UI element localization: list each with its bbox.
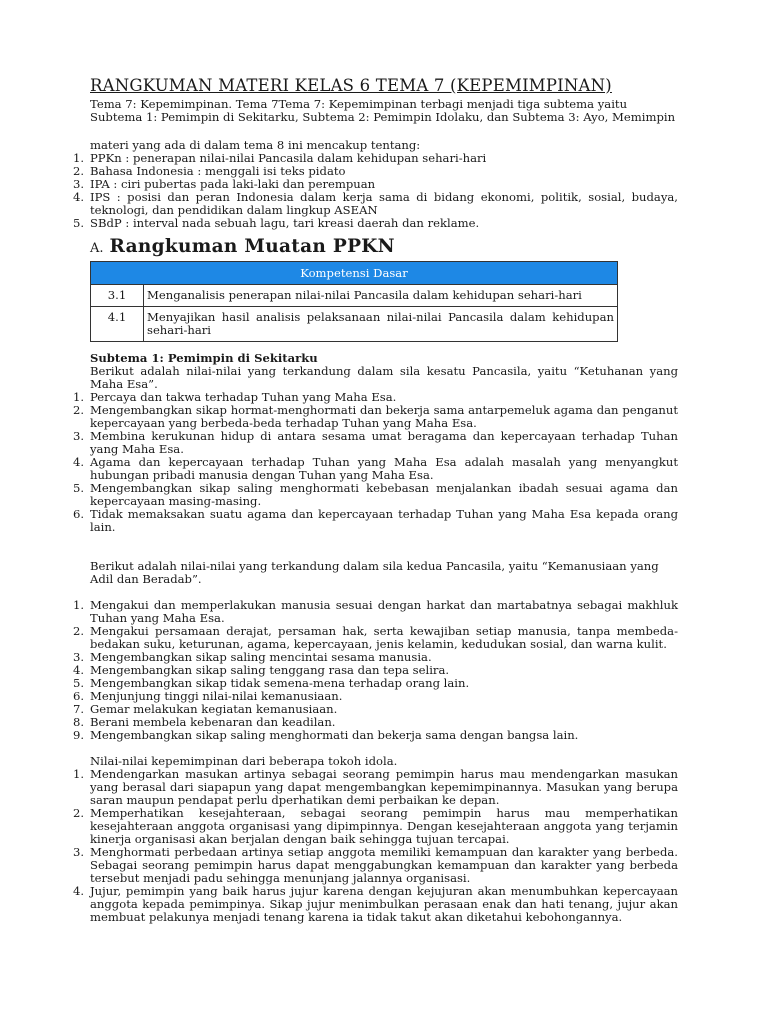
table-cell-text: Menyajikan hasil analisis pelaksanaan nilai-nilai Pancasila dalam kehidupan sehari-hari <box>144 307 618 342</box>
list-item: 3. Menghormati perbedaan artinya setiap anggota memiliki kemampuan dan karakter yang berbeda. Sebagai seorang pemimpin harus dapat menggabungkan kemampuan dan karakter yang berbeda tersebut menjadi padu sehingga menunjang jalannya organisasi. <box>73 845 678 885</box>
list-item: 1. Mendengarkan masukan artinya sebagai seorang pemimpin harus mau mendengarkan masukan yang berasal dari siapapun yang dapat mengembangkan kepemimpinannya. Masukan yang berupa saran maupun pendapat perlu dperhatikan demi perbaikan ke depan. <box>73 767 678 807</box>
list-item: 4. Jujur, pemimpin yang baik harus jujur karena dengan kejujuran akan menumbuhkan kepercayaan anggota kepada pemimpinya. Sikap jujur menimbulkan perasaan enak dan hati tenang, jujur akan membuat pelakunya menjadi tenang karena ia tidak takut akan diketahui kebohongannya. <box>73 884 678 924</box>
pemimpin-intro: Nilai-nilai kepemimpinan dari beberapa tokoh idola. <box>90 754 398 768</box>
sila1-intro: Berikut adalah nilai-nilai yang terkandung dalam sila kesatu Pancasila, yaitu “Ketuhanan yang Maha Esa”. <box>90 364 678 391</box>
pemimpin-list <box>73 767 678 924</box>
list-item: 8. Berani membela kebenaran dan keadilan. <box>73 715 336 729</box>
list-item: 4. Mengembangkan sikap saling tenggang rasa dan tepa selira. <box>73 663 450 677</box>
list-item: 5. Mengembangkan sikap tidak semena-mena terhadap orang lain. <box>73 676 470 690</box>
intro-line: Tema 7: Kepemimpinan. Tema 7Tema 7: Kepemimpinan terbagi menjadi tiga subtema yaitu <box>90 97 628 111</box>
table-row <box>91 307 618 342</box>
sila2-intro-line: Adil dan Beradab”. <box>90 572 202 586</box>
list-item: 7. Gemar melakukan kegiatan kemanusiaan. <box>73 702 338 716</box>
subtema-title: Subtema 1: Pemimpin di Sekitarku <box>90 351 318 365</box>
list-item: 5. Mengembangkan sikap saling menghormati kebebasan menjalankan ibadah sesuai agama dan kepercayaan masing-masing. <box>73 481 678 508</box>
sila2-list <box>73 598 678 742</box>
list-item: 4. Agama dan kepercayaan terhadap Tuhan yang Maha Esa adalah masalah yang menyangkut hubungan pribadi manusia dengan Tuhan yang Maha Esa. <box>73 455 678 482</box>
list-item: 2. Bahasa Indonesia : menggali isi teks pidato <box>73 164 346 178</box>
list-item: 4. IPS : posisi dan peran Indonesia dalam kerja sama di bidang ekonomi, politik, sosial, budaya, teknologi, dan pendidikan dalam lingkup ASEAN <box>73 190 678 217</box>
list-item: 3. IPA : ciri pubertas pada laki-laki dan perempuan <box>73 177 376 191</box>
list-item: 1. PPKn : penerapan nilai-nilai Pancasila dalam kehidupan sehari-hari <box>73 151 487 165</box>
sila1-list <box>73 390 678 534</box>
list-item: 2. Mengakui persamaan derajat, persaman hak, serta kewajiban setiap manusia, tanpa membeda-bedakan suku, keturunan, agama, kepercayaan, jenis kelamin, kedudukan sosial, dan warna kulit. <box>73 624 678 651</box>
list-item: 1. Mengakui dan memperlakukan manusia sesuai dengan harkat dan martabatnya sebagai makhluk Tuhan yang Maha Esa. <box>73 598 678 625</box>
section-title: Rangkuman Muatan PPKN <box>109 236 395 257</box>
table-header: Kompetensi Dasar <box>91 262 618 285</box>
list-item: 3. Membina kerukunan hidup di antara sesama umat beragama dan kepercayaan terhadap Tuhan yang Maha Esa. <box>73 429 678 456</box>
list-item: 1. Percaya dan takwa terhadap Tuhan yang Maha Esa. <box>73 390 397 404</box>
list-item: 5. SBdP : interval nada sebuah lagu, tari kreasi daerah dan reklame. <box>73 216 480 230</box>
section-heading <box>90 236 678 257</box>
table-cell-text: Menganalisis penerapan nilai-nilai Pancasila dalam kehidupan sehari-hari <box>144 285 618 307</box>
intro-line: Subtema 1: Pemimpin di Sekitarku, Subtema 2: Pemimpin Idolaku, dan Subtema 3: Ayo, Memimpin <box>90 110 676 124</box>
sila2-intro-line: Berikut adalah nilai-nilai yang terkandung dalam sila kedua Pancasila, yaitu “Kemanusiaan yang <box>90 559 659 573</box>
list-item: 6. Menjunjung tinggi nilai-nilai kemanusiaan. <box>73 689 343 703</box>
list-item: 9. Mengembangkan sikap saling menghormati dan bekerja sama dengan bangsa lain. <box>73 728 579 742</box>
materi-list <box>73 151 678 230</box>
table-cell-no: 3.1 <box>91 285 144 307</box>
document-title: RANGKUMAN MATERI KELAS 6 TEMA 7 (KEPEMIMPINAN) <box>90 76 612 95</box>
section-letter: A. <box>90 241 104 256</box>
document-content <box>73 76 678 924</box>
table-row <box>91 285 618 307</box>
kompetensi-table <box>90 261 618 342</box>
list-item: 6. Tidak memaksakan suatu agama dan kepercayaan terhadap Tuhan yang Maha Esa kepada orang lain. <box>73 507 678 534</box>
materi-intro: materi yang ada di dalam tema 8 ini mencakup tentang: <box>90 138 421 152</box>
list-item: 3. Mengembangkan sikap saling mencintai sesama manusia. <box>73 650 432 664</box>
list-item: 2. Mengembangkan sikap hormat-menghormati dan bekerja sama antarpemeluk agama dan penganut kepercayaan yang berbeda-beda terhadap Tuhan yang Maha Esa. <box>73 403 678 430</box>
table-cell-no: 4.1 <box>91 307 144 342</box>
list-item: 2. Memperhatikan kesejahteraan, sebagai seorang pemimpin harus mau memperhatikan kesejahteraan anggota organisasi yang dipimpinnya. Dengan kesejahteraan anggota yang terjamin kinerja organisasi akan berjalan dengan baik sehingga tujuan tercapai. <box>73 806 678 846</box>
